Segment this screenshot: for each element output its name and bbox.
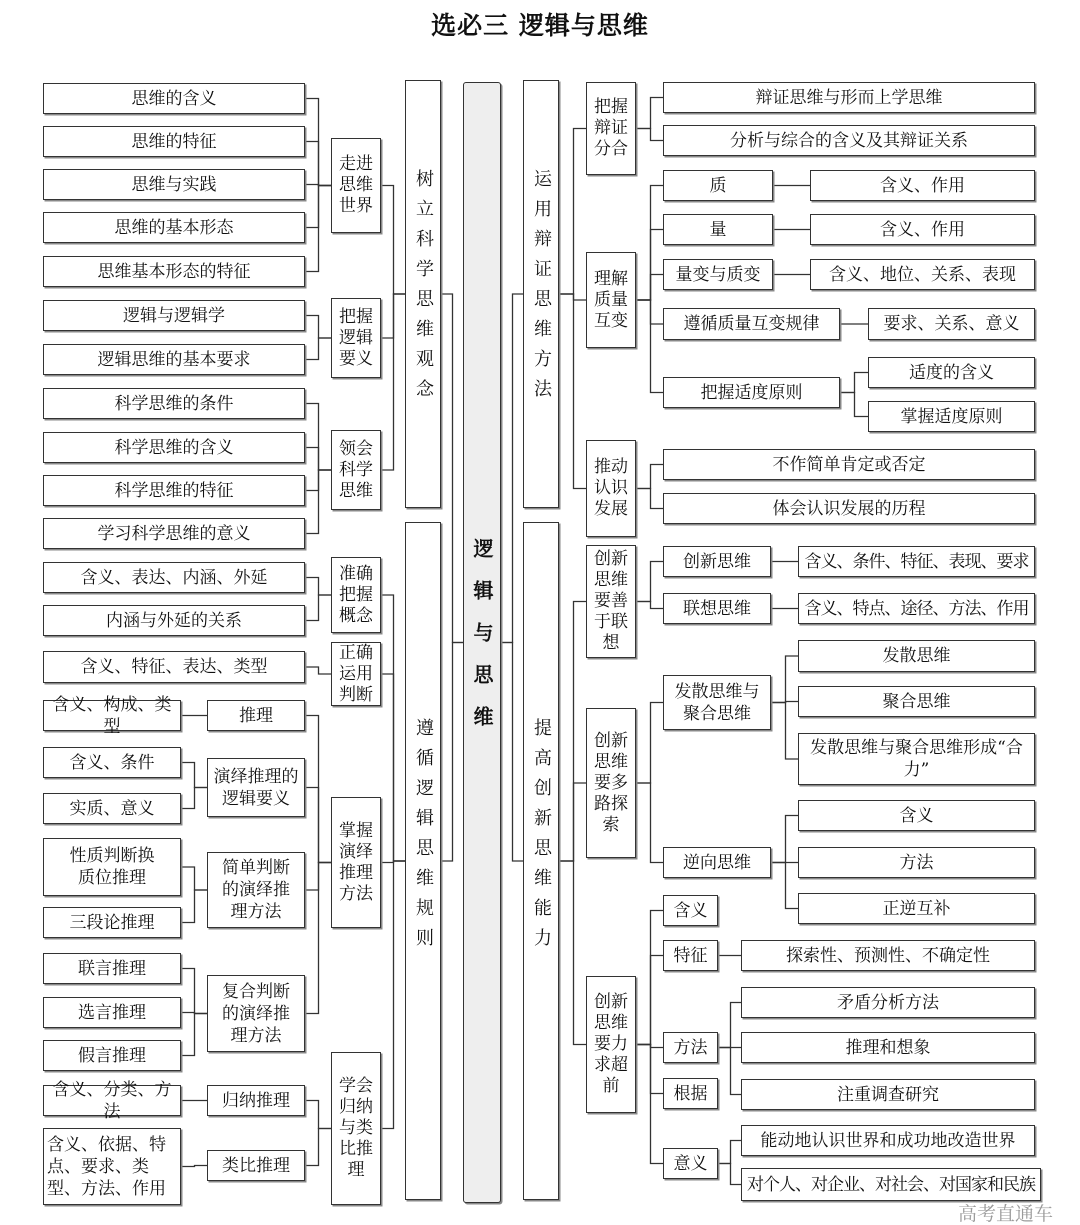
leaf-node: 方法 [798, 847, 1035, 878]
connector-line [305, 404, 331, 471]
connector-line [636, 602, 663, 609]
connector-line [559, 602, 586, 862]
connector-line [181, 788, 207, 809]
connector-line [305, 578, 331, 596]
connector-line [381, 294, 405, 470]
leaf-node: 性质判断换质位推理 [43, 838, 181, 896]
leaf-node: 思维基本形态的特征 [43, 256, 305, 287]
connector-line [305, 863, 331, 891]
connector-line [181, 1014, 207, 1056]
topic-node: 把握逻辑要义 [331, 298, 381, 378]
connector-line [636, 562, 663, 602]
subtopic-node: 意义 [663, 1148, 718, 1179]
connector-line [718, 1048, 741, 1095]
branch-node [405, 522, 441, 1200]
branch-label: 运用辩证思维方法 [531, 169, 552, 409]
leaf-node: 要求、关系、意义 [868, 308, 1035, 340]
leaf-node: 思维的特征 [43, 126, 305, 157]
connector-line [305, 470, 331, 491]
leaf-node: 科学思维的含义 [43, 432, 305, 463]
connector-line [840, 373, 868, 393]
connector-line [181, 867, 207, 890]
subtopic-node: 质 [663, 170, 773, 201]
connector-line [305, 338, 331, 360]
leaf-node: 科学思维的条件 [43, 388, 305, 419]
leaf-node: 含义、构成、类型 [43, 700, 181, 731]
connector-line [771, 702, 798, 703]
watermark: 高考直通车 [958, 1203, 1054, 1225]
leaf-node: 含义 [798, 800, 1035, 831]
leaf-node: 含义、作用 [810, 214, 1035, 245]
subtopic-node: 类比推理 [207, 1150, 305, 1181]
topic-node: 创新思维要善于联想 [586, 545, 636, 658]
connector-line [305, 316, 331, 339]
connector-line [771, 656, 798, 703]
leaf-node: 含义、条件、特征、表现、要求 [798, 546, 1035, 577]
connector-line [718, 1141, 741, 1164]
connector-line [636, 465, 663, 489]
connector-line [636, 275, 663, 301]
leaf-node: 含义、分类、方法 [43, 1085, 181, 1116]
subtopic-node: 含义 [663, 895, 718, 926]
connector-line [636, 911, 663, 1045]
leaf-node: 含义、作用 [810, 170, 1035, 201]
subtopic-node: 量变与质变 [663, 259, 773, 290]
connector-line [305, 863, 331, 1014]
connector-line [381, 595, 405, 861]
connector-line [441, 294, 463, 643]
subtopic-node: 创新思维 [663, 546, 771, 577]
subtopic-node: 简单判断的演绎推理方法 [207, 852, 305, 928]
connector-line [305, 1101, 331, 1129]
connector-line [636, 1045, 663, 1094]
connector-line [305, 185, 331, 186]
leaf-node: 发散思维 [798, 640, 1035, 672]
topic-node: 推动认识发展 [586, 440, 636, 537]
leaf-node: 逻辑思维的基本要求 [43, 344, 305, 375]
topic-node: 正确运用判断 [331, 642, 381, 706]
leaf-node: 学习科学思维的意义 [43, 518, 305, 549]
connector-line [636, 956, 663, 1045]
connector-line [305, 142, 331, 186]
topic-node: 走进思维世界 [331, 138, 381, 233]
connector-line [718, 1164, 741, 1185]
connector-line [636, 489, 663, 509]
leaf-node: 思维与实践 [43, 169, 305, 200]
branch-node [405, 80, 441, 508]
connector-line [305, 716, 331, 863]
page-title: 选必三 逻辑与思维 [431, 11, 649, 40]
leaf-node: 对个人、对企业、对社会、对国家和民族 [741, 1168, 1041, 1201]
subtopic-node: 量 [663, 214, 773, 245]
connector-line [305, 99, 331, 186]
connector-line [381, 186, 405, 295]
leaf-node: 不作简单肯定或否定 [663, 449, 1035, 480]
leaf-node: 思维的基本形态 [43, 212, 305, 243]
leaf-node: 选言推理 [43, 997, 181, 1028]
connector-line [305, 788, 331, 863]
subtopic-node: 把握适度原则 [663, 377, 840, 408]
leaf-node: 实质、意义 [43, 793, 181, 824]
connector-line [636, 230, 663, 301]
leaf-node: 思维的含义 [43, 83, 305, 114]
connector-line [381, 861, 405, 863]
connector-line [636, 1045, 663, 1164]
topic-node: 把握辩证分合 [586, 82, 636, 175]
branch-label: 提高创新思维能力 [531, 718, 552, 958]
leaf-node: 含义、特征、表达、类型 [43, 651, 305, 683]
branch-label: 遵循逻辑思维规则 [413, 718, 434, 958]
leaf-node: 掌握适度原则 [868, 401, 1035, 432]
leaf-node: 适度的含义 [868, 357, 1035, 388]
connector-line [305, 186, 331, 272]
root-label: 逻辑与思维 [470, 538, 494, 748]
branch-node [523, 522, 559, 1200]
connector-line [305, 470, 331, 534]
connector-line [636, 186, 663, 301]
leaf-node: 含义、特点、途径、方法、作用 [798, 593, 1035, 624]
connector-line [305, 448, 331, 471]
leaf-node: 辩证思维与形而上学思维 [663, 82, 1035, 113]
connector-line [559, 294, 586, 489]
topic-node: 领会科学思维 [331, 430, 381, 510]
leaf-node: 联言推理 [43, 953, 181, 984]
connector-line [181, 763, 207, 788]
connector-line [559, 129, 586, 295]
connector-line [718, 1003, 741, 1048]
topic-node: 准确把握概念 [331, 557, 381, 633]
subtopic-node: 联想思维 [663, 593, 771, 624]
subtopic-node: 根据 [663, 1078, 718, 1109]
leaf-node: 含义、地位、关系、表现 [810, 259, 1035, 290]
connector-line [636, 300, 663, 324]
leaf-node: 逻辑与逻辑学 [43, 300, 305, 331]
connector-line [181, 890, 207, 923]
connector-line [305, 667, 331, 674]
subtopic-node: 方法 [663, 1032, 718, 1063]
connector-line [305, 1129, 331, 1166]
leaf-node: 体会认识发展的历程 [663, 493, 1035, 524]
connector-line [181, 969, 207, 1014]
connector-line [181, 1013, 207, 1014]
connector-line [636, 129, 663, 141]
subtopic-node: 遵循质量互变规律 [663, 308, 840, 340]
connector-line [771, 816, 798, 863]
connector-line [305, 186, 331, 228]
leaf-node: 探索性、预测性、不确定性 [741, 940, 1035, 971]
branch-node [523, 80, 559, 508]
connector-line [840, 393, 868, 417]
leaf-node: 推理和想象 [741, 1032, 1035, 1063]
connector-line [381, 861, 405, 1129]
subtopic-node: 复合判断的演绎推理方法 [207, 975, 305, 1052]
connector-line [381, 294, 405, 338]
subtopic-node: 推理 [207, 700, 305, 731]
leaf-node: 聚合思维 [798, 686, 1035, 717]
topic-node: 理解质量互变 [586, 252, 636, 348]
leaf-node: 注重调查研究 [741, 1079, 1035, 1110]
leaf-node: 含义、条件 [43, 747, 181, 778]
leaf-node: 能动地认识世界和成功地改造世界 [741, 1125, 1035, 1156]
root-node [463, 82, 501, 1203]
connector-line [636, 300, 663, 393]
connector-line [501, 294, 523, 643]
connector-line [636, 98, 663, 129]
subtopic-node: 特征 [663, 940, 718, 971]
topic-node: 创新思维要多路探索 [586, 708, 636, 858]
connector-line [636, 783, 663, 863]
connector-line [559, 861, 586, 1045]
leaf-node: 内涵与外延的关系 [43, 605, 305, 636]
leaf-node: 含义、表达、内涵、外延 [43, 562, 305, 593]
connector-line [181, 1166, 207, 1167]
leaf-node: 矛盾分析方法 [741, 987, 1035, 1018]
connector-line [441, 643, 463, 862]
subtopic-node: 逆向思维 [663, 847, 771, 878]
leaf-node: 发散思维与聚合思维形成“合力” [798, 733, 1035, 785]
topic-node: 学会归纳与类比推理 [331, 1052, 381, 1205]
connector-line [636, 703, 663, 784]
subtopic-node: 发散思维与聚合思维 [663, 675, 771, 730]
subtopic-node: 归纳推理 [207, 1085, 305, 1116]
connector-line [636, 1045, 663, 1048]
leaf-node: 科学思维的特征 [43, 475, 305, 506]
connector-line [501, 643, 523, 862]
connector-line [771, 703, 798, 760]
leaf-node: 假言推理 [43, 1040, 181, 1071]
leaf-node: 三段论推理 [43, 907, 181, 938]
connector-line [305, 595, 331, 621]
connector-line [771, 863, 798, 909]
connector-line [559, 783, 586, 861]
leaf-node: 含义、依据、特点、要求、类型、方法、作用 [43, 1128, 181, 1205]
leaf-node: 正逆互补 [798, 893, 1035, 924]
branch-label: 树立科学思维观念 [413, 169, 434, 409]
connector-line [381, 674, 405, 861]
leaf-node: 分析与综合的含义及其辩证关系 [663, 125, 1035, 156]
connector-line [559, 294, 586, 300]
subtopic-node: 演绎推理的逻辑要义 [207, 758, 305, 817]
topic-node: 掌握演绎推理方法 [331, 797, 381, 928]
topic-node: 创新思维要力求超前 [586, 976, 636, 1113]
